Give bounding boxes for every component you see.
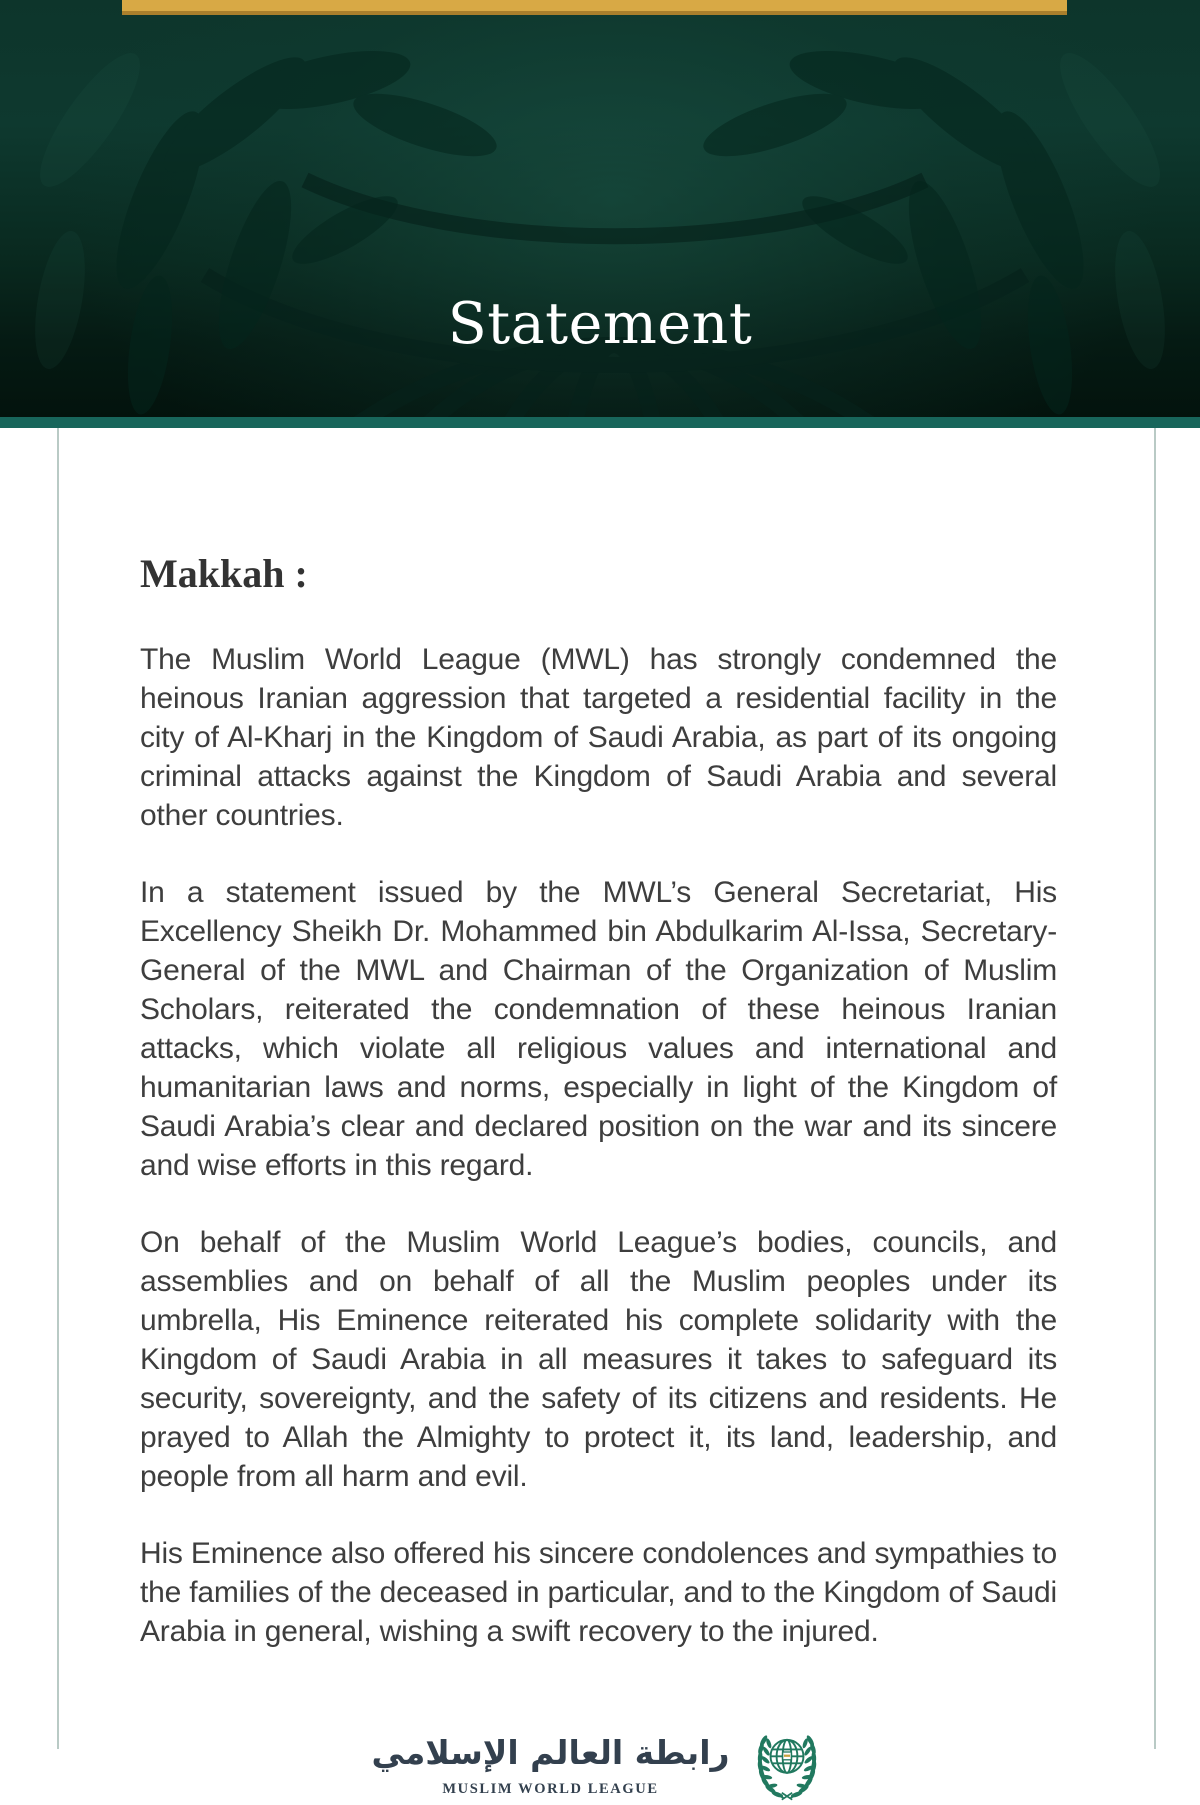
statement-paragraph-4: His Eminence also offered his sincere condolences and sympathies to the families of the deceased in particular, and to the Kingdom of Saudi Arabia in general, wishing a swift recovery to the injured. bbox=[140, 1537, 1057, 1648]
statement-paragraph-2: In a statement issued by the MWL’s General Secretariat, His Excellency Sheikh Dr. Mohammed bin Abdulkarim Al-Issa, Secretary-General of the MWL and Chairman of the Organization of Muslim Scholars, reiterated the condemnation of these heinous Iranian attacks, which violate all religious values and international and humanitarian laws and norms, especially in light of the Kingdom of Saudi Arabia’s clear and declared position on the war and its sincere and wise efforts in this regard. bbox=[140, 876, 1057, 1182]
statement-body-card bbox=[0, 428, 1200, 1797]
statement-article bbox=[0, 428, 1200, 1805]
mwl-logo bbox=[140, 1725, 1057, 1805]
gold-accent-bar bbox=[122, 0, 1067, 15]
teal-divider-band bbox=[0, 417, 1200, 428]
mwl-logo-text-block bbox=[371, 1732, 729, 1798]
mwl-english-name: MUSLIM WORLD LEAGUE bbox=[442, 1780, 659, 1797]
mwl-emblem-icon bbox=[748, 1725, 826, 1805]
statement-header-banner bbox=[0, 0, 1200, 417]
page-title: Statement bbox=[447, 291, 753, 357]
statement-paragraph-1: The Muslim World League (MWL) has strongly condemned the heinous Iranian aggression that targeted a residential facility in the city of Al-Kharj in the Kingdom of Saudi Arabia, as part of its ongoing criminal attacks against the Kingdom of Saudi Arabia and several other countries. bbox=[140, 643, 1057, 832]
location-heading: Makkah : bbox=[140, 551, 308, 596]
statement-paragraph-3: On behalf of the Muslim World League’s bodies, councils, and assemblies and on behalf of all the Muslim peoples under its umbrella, His Eminence reiterated his complete solidarity with the Kingdom of Saudi Arabia in all measures it takes to safeguard its security, sovereignty, and the safety of its citizens and residents. He prayed to Allah the Almighty to protect it, its land, leadership, and people from all harm and evil. bbox=[140, 1226, 1057, 1493]
mwl-arabic-calligraphy: رابطة العالم الإسلامي bbox=[371, 1733, 730, 1773]
